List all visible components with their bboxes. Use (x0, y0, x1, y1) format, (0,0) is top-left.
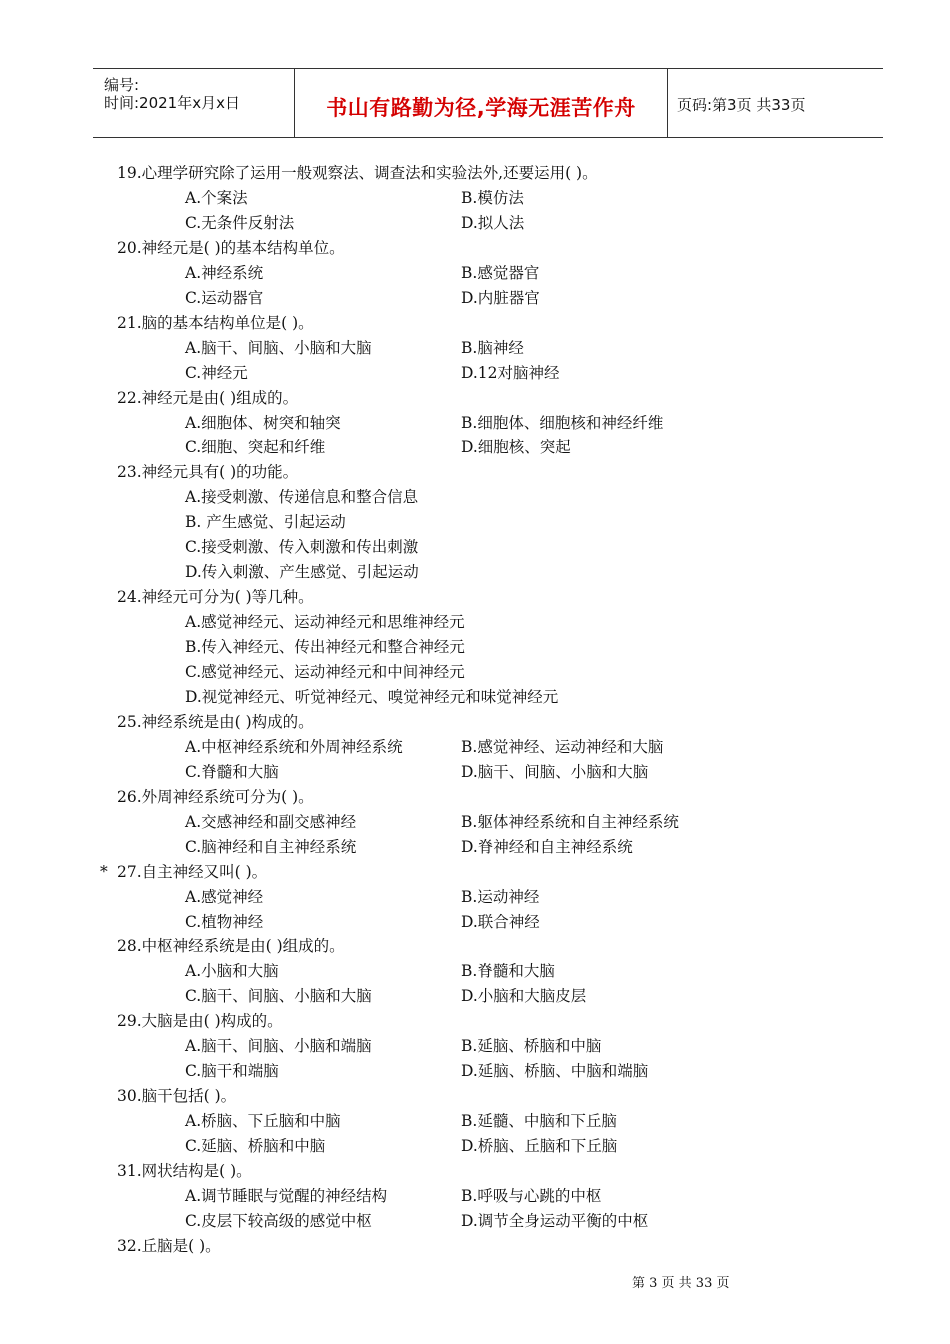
question-text: 29.大脑是由( )构成的。 (117, 1012, 283, 1031)
answer-option: D.调节全身运动平衡的中枢 (461, 1211, 649, 1230)
header-page-number: 页码:第3页 共33页 (677, 96, 806, 114)
answer-option: A.脑干、间脑、小脑和端脑 (185, 1037, 372, 1056)
answer-option: A.交感神经和副交感神经 (185, 812, 357, 831)
question-text: 22.神经元是由( )组成的。 (117, 388, 299, 407)
answer-option: A.个案法 (185, 188, 248, 207)
answer-option: C.无条件反射法 (185, 213, 295, 232)
header-meta-cell (93, 69, 295, 137)
answer-option: C.延脑、桥脑和中脑 (185, 1137, 326, 1156)
answer-option: D.联合神经 (461, 912, 540, 931)
answer-option: A.感觉神经元、运动神经元和思维神经元 (185, 613, 465, 632)
question-text: 24.神经元可分为( )等几种。 (117, 588, 314, 607)
answer-option: D.内脏器官 (461, 288, 540, 307)
question-text: 27.自主神经又叫( )。 (117, 862, 268, 881)
answer-option: A.小脑和大脑 (185, 962, 279, 981)
answer-option: B.感觉神经、运动神经和大脑 (461, 737, 664, 756)
answer-option: A.细胞体、树突和轴突 (185, 413, 341, 432)
answer-option: A.桥脑、下丘脑和中脑 (185, 1112, 341, 1131)
answer-option: B.躯体神经系统和自主神经系统 (461, 812, 679, 831)
answer-option: A.神经系统 (185, 263, 264, 282)
answer-option: C.脑神经和自主神经系统 (185, 837, 357, 856)
answer-option: D.传入刺激、产生感觉、引起运动 (185, 563, 419, 582)
question-text: 23.神经元具有( )的功能。 (117, 463, 299, 482)
question-text: 20.神经元是( )的基本结构单位。 (117, 238, 345, 257)
header-motto-cell (295, 69, 668, 137)
answer-option: D.拟人法 (461, 213, 525, 232)
answer-option: D.小脑和大脑皮层 (461, 987, 587, 1006)
answer-option: C.脑干、间脑、小脑和大脑 (185, 987, 372, 1006)
answer-option: D.细胞核、突起 (461, 438, 571, 457)
answer-option: B.延髓、中脑和下丘脑 (461, 1112, 617, 1131)
answer-option: B.运动神经 (461, 887, 540, 906)
question-text: 21.脑的基本结构单位是( )。 (117, 313, 314, 332)
answer-option: B.传入神经元、传出神经元和整合神经元 (185, 638, 465, 657)
answer-option: C.运动器官 (185, 288, 264, 307)
answer-option: C.细胞、突起和纤维 (185, 438, 326, 457)
doc-time-label: 时间:2021年x月x日 (104, 94, 240, 112)
answer-option: B.脊髓和大脑 (461, 962, 555, 981)
answer-option: C.脊髓和大脑 (185, 762, 279, 781)
question-text: 28.中枢神经系统是由( )组成的。 (117, 937, 345, 956)
answer-option: C.皮层下较高级的感觉中枢 (185, 1211, 372, 1230)
answer-option: C.感觉神经元、运动神经元和中间神经元 (185, 663, 465, 681)
question-text: 25.神经系统是由( )构成的。 (117, 712, 314, 731)
answer-option: B.呼吸与心跳的中枢 (461, 1186, 602, 1205)
question-text: 31.网状结构是( )。 (117, 1162, 252, 1180)
header-page-cell (668, 69, 883, 137)
question-text: 32.丘脑是( )。 (117, 1236, 221, 1255)
answer-option: D.桥脑、丘脑和下丘脑 (461, 1137, 618, 1156)
answer-option: A.接受刺激、传递信息和整合信息 (185, 488, 419, 507)
answer-option: C.植物神经 (185, 912, 264, 931)
question-star-mark: * (100, 862, 108, 881)
answer-option: D.脑干、间脑、小脑和大脑 (461, 762, 649, 781)
page-header (93, 68, 883, 138)
answer-option: C.神经元 (185, 363, 248, 382)
answer-option: D.视觉神经元、听觉神经元、嗅觉神经元和味觉神经元 (185, 687, 559, 706)
question-text: 19.心理学研究除了运用一般观察法、调查法和实验法外,还要运用( )。 (117, 164, 598, 182)
answer-option: D.延脑、桥脑、中脑和端脑 (461, 1062, 649, 1081)
answer-option: B.延脑、桥脑和中脑 (461, 1037, 602, 1056)
answer-option: B.脑神经 (461, 338, 524, 357)
answer-option: D.12对脑神经 (461, 363, 560, 382)
answer-option: A.感觉神经 (185, 887, 264, 906)
answer-option: B.感觉器官 (461, 263, 540, 282)
doc-number-label: 编号: (104, 76, 140, 94)
answer-option: A.调节睡眠与觉醒的神经结构 (185, 1186, 388, 1205)
answer-option: C.接受刺激、传入刺激和传出刺激 (185, 538, 419, 557)
answer-option: A.中枢神经系统和外周神经系统 (185, 737, 403, 756)
answer-option: A.脑干、间脑、小脑和大脑 (185, 338, 372, 357)
question-text: 30.脑干包括( )。 (117, 1087, 237, 1106)
page-footer: 第 3 页 共 33 页 (632, 1276, 730, 1291)
answer-option: C.脑干和端脑 (185, 1062, 279, 1081)
answer-option: B.模仿法 (461, 188, 524, 207)
answer-option: B. 产生感觉、引起运动 (185, 513, 346, 532)
answer-option: D.脊神经和自主神经系统 (461, 837, 633, 856)
header-motto: 书山有路勤为径,学海无涯苦作舟 (326, 96, 636, 120)
question-text: 26.外周神经系统可分为( )。 (117, 787, 314, 806)
answer-option: B.细胞体、细胞核和神经纤维 (461, 413, 664, 432)
